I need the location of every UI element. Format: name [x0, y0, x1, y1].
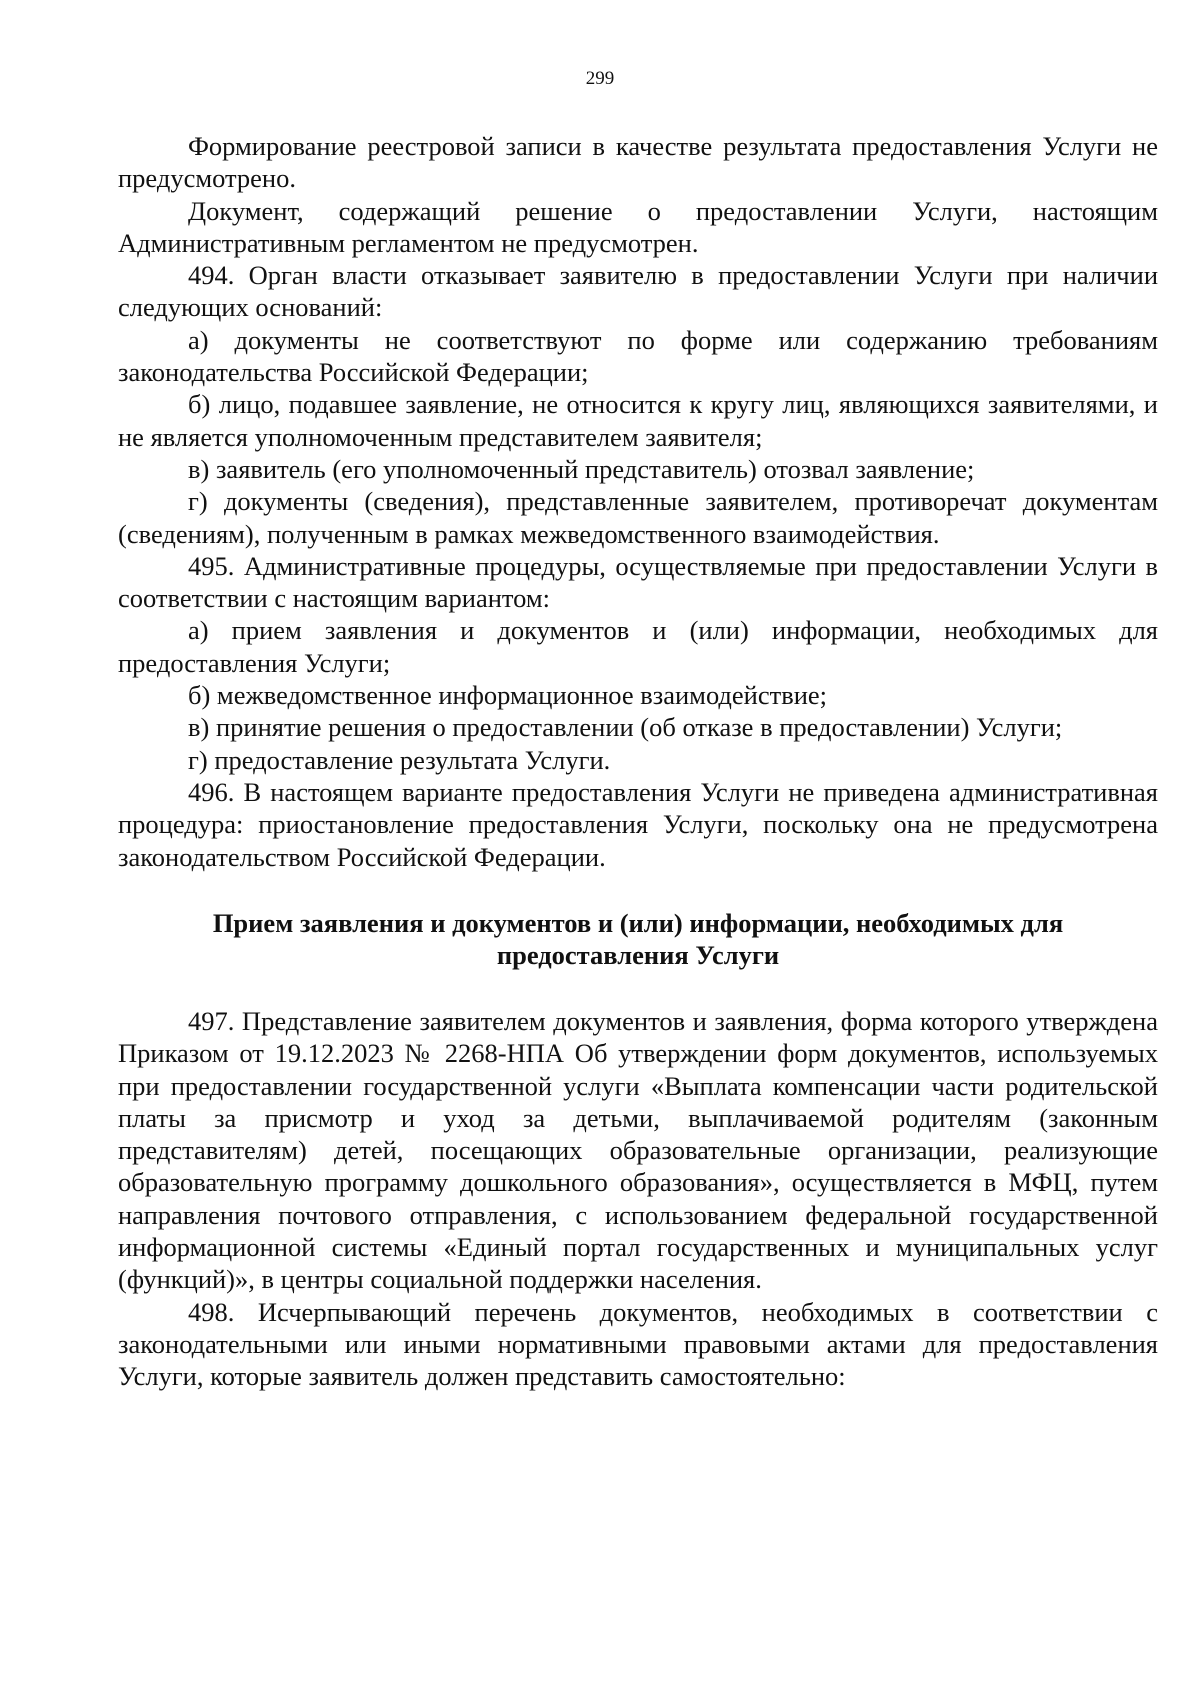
section-heading-line-1: Прием заявления и документов и (или) информации, необходимых для [212, 908, 1064, 938]
list-item-494-b: б) лицо, подавшее заявление, не относится к кругу лиц, являющихся заявителями, и не является уполномоченным представителем заявителя; [118, 389, 1158, 452]
list-item-494-v: в) заявитель (его уполномоченный представитель) отозвал заявление; [188, 453, 975, 484]
list-item-494-a: а) документы не соответствуют по форме или содержанию требованиям законодательства Российской Федерации; [118, 324, 1158, 388]
list-item-494-g: г) документы (сведения), представленные заявителем, противоречат документам (сведениям), полученным в рамках межведомственного взаимодействия. [118, 486, 1158, 549]
section-application-acceptance [118, 1005, 1158, 1393]
list-item-495-b: б) межведомственное информационное взаимодействие; [188, 680, 828, 711]
paragraph-494: 494. Орган власти отказывает заявителю в предоставлении Услуги при наличии следующих оснований: [118, 260, 1158, 323]
paragraph-decision-document: Документ, содержащий решение о предоставлении Услуги, настоящим Административным регламентом не предусмотрен. [118, 195, 1158, 258]
paragraph-498: 498. Исчерпывающий перечень документов, необходимых в соответствии с законодательными или иными нормативными правовыми актами для предоставления Услуги, которые заявитель должен представить самостоятельно: [118, 1296, 1158, 1392]
section-refusal-grounds-and-procedures [118, 130, 1158, 873]
list-item-495-a: а) прием заявления и документов и (или) информации, необходимых для предоставления Услуги; [118, 615, 1158, 678]
paragraph-497: 497. Представление заявителем документов и заявления, форма которого утверждена Приказом от 19.12.2023 № 2268-НПА Об утверждении форм документов, используемых при предоставлении государственной услуги «Выплата компенсации части родительской платы за присмотр и уход за детьми, выплачиваемой родителям (законным представителям) детей, посещающих образовательные организации, реализующие образовательную программу дошкольного образования», осуществляется в МФЦ, путем направления почтового отправления, с использованием федеральной государственной информационной системы «Единый портал государственных и муниципальных услуг (функций)», в центры социальной поддержки населения. [118, 1006, 1158, 1295]
section-heading-line-2: предоставления Услуги [496, 940, 780, 971]
page-number: 299 [585, 68, 615, 89]
list-item-495-v: в) принятие решения о предоставлении (об отказе в предоставлении) Услуги; [188, 712, 1063, 743]
paragraph-496: 496. В настоящем варианте предоставления Услуги не приведена административная процедура: приостановление предоставления Услуги, поскольку она не предусмотрена законодательством Российской Федерации. [118, 776, 1158, 872]
paragraph-495: 495. Административные процедуры, осуществляемые при предоставлении Услуги в соответствии с настоящим вариантом: [118, 550, 1158, 614]
section-heading [118, 907, 1158, 972]
list-item-495-g: г) предоставление результата Услуги. [188, 744, 611, 775]
paragraph-registry-record: Формирование реестровой записи в качестве результата предоставления Услуги не предусмотрено. [118, 131, 1158, 194]
